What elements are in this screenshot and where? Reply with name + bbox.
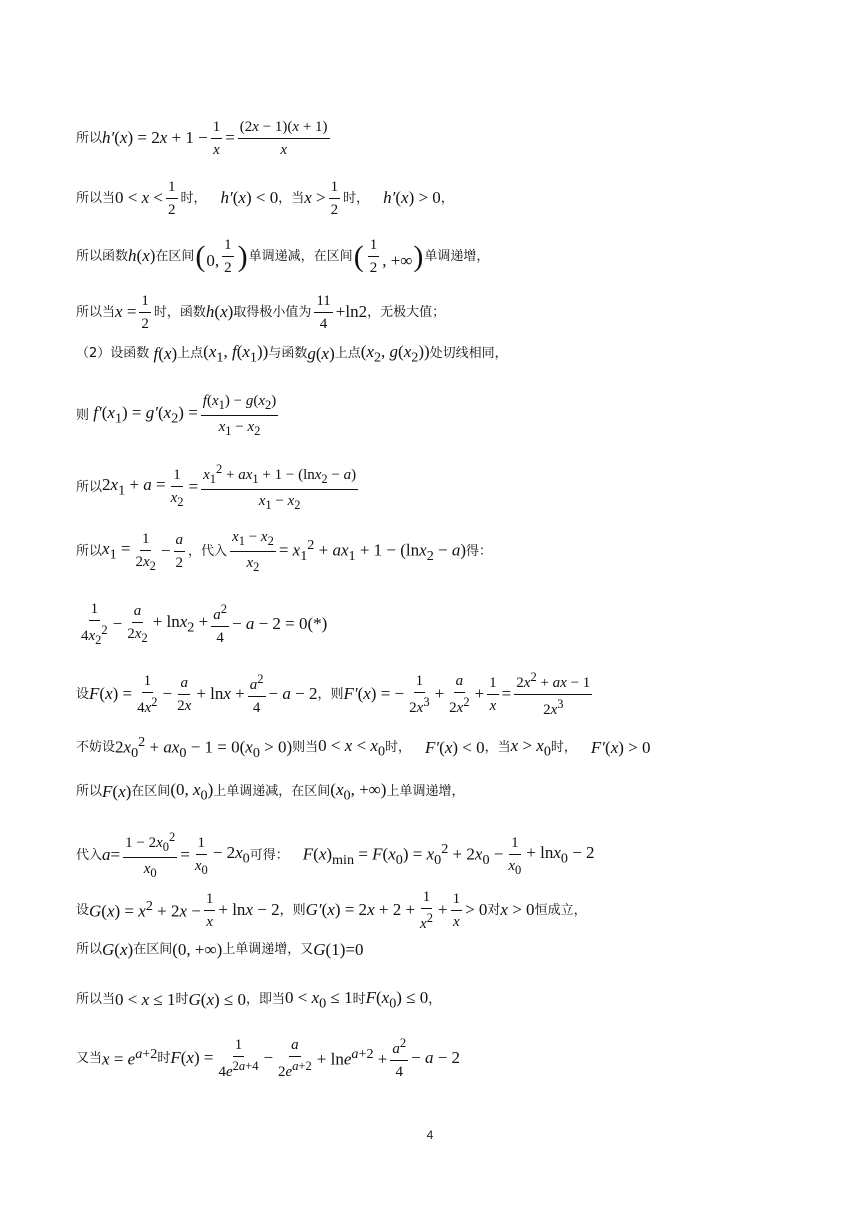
fraction: $\frac{a}{2x_2}$ bbox=[127, 603, 148, 645]
text: 所以当 bbox=[76, 304, 116, 320]
text: 所以 bbox=[76, 784, 103, 800]
fraction: $\frac{x_1^2 + ax_1 + 1 - (\ln x_2 - a)}{x_1 - x_2}$ bbox=[203, 462, 357, 512]
text: 又当 bbox=[76, 1050, 103, 1066]
line-11: 不妨设 $2x_0^2 + ax_0 - 1 = 0(x_0 > 0)$ 则当 $0 < x < x_0$ 时， F′(x) < 0 ，当 $x > x_0$ 时， F′(x) > 0 bbox=[76, 734, 651, 762]
fraction: $\frac{1}{2}$ bbox=[330, 179, 339, 218]
fraction: $\frac{1}{x}$ bbox=[212, 119, 221, 158]
text: ，则 bbox=[279, 902, 306, 918]
line-2: 所以当 0 < x < $\frac{1}{2}$ 时， h′(x) < 0 ，当 x > $\frac{1}{2}$ 时， h′(x) > 0 ， bbox=[76, 179, 454, 218]
text: 时， bbox=[180, 190, 207, 206]
text: 时， bbox=[343, 190, 370, 206]
text: 处切线相同， bbox=[429, 346, 508, 362]
fraction: $\frac{a^2}{4}$ bbox=[249, 672, 264, 716]
text: 对 bbox=[487, 902, 501, 918]
fraction: $\frac{1}{x_0}$ bbox=[194, 834, 208, 877]
line-16: 所以当 0 < x ≤ 1 时 G(x) ≤ 0 ，即当 $0 < x_0 \le 1$ 时 $F(x_0) \le 0$ ， bbox=[76, 988, 442, 1012]
text: 得： bbox=[466, 543, 493, 559]
text: ，当 bbox=[278, 190, 305, 206]
text: 上单调递增，又 bbox=[222, 942, 314, 958]
text: 上点 bbox=[177, 346, 204, 362]
fraction: $\frac{a^2}{4}$ bbox=[213, 601, 227, 646]
text: 设 bbox=[76, 686, 90, 702]
fraction: $\frac{1}{x}$ bbox=[489, 675, 497, 714]
line-14: 设 $G(x) = x^2 + 2x$ − $\frac{1}{x}$ + lnx − 2 ，则 G′(x) = 2x + 2 + $\frac{1}{x^2}$ + $\frac{1}{x}$ > 0 对 x > 0 恒成立， bbox=[76, 889, 587, 932]
text: ，无极大值； bbox=[367, 304, 446, 320]
fraction: $\frac{a}{2x^2}$ bbox=[449, 673, 470, 716]
line-3: 所以函数 h(x) 在区间 (0, $\frac{1}{2}$ ) 单调递减，在区间 ( $\frac{1}{2}$ , +∞) 单调递增， bbox=[76, 237, 490, 276]
text: 则当 bbox=[292, 740, 319, 756]
text: 设 bbox=[76, 902, 90, 918]
fraction: $\frac{1}{x}$ bbox=[205, 891, 214, 930]
line-10: 设 F(x) = $\frac{1}{4x^2}$ − $\frac{a}{2x}$ + lnx + $\frac{a^2}{4}$ − a − 2 ，则 F′(x) = − $\frac{1}{2x^3}$ + $\frac{a}{2x^2}$ + $\frac{1}{x}$ = $\frac{2x^2 + ax - 1}{2x^3}$ bbox=[76, 670, 591, 718]
text: 可得： bbox=[249, 847, 289, 863]
line-1: 所以 h′(x) = 2x + 1 − $\frac{1}{x}$ = $\frac{(2x - 1)(x + 1)}{x}$ bbox=[76, 119, 328, 158]
text: 上单调递增， bbox=[386, 784, 465, 800]
text: ，即当 bbox=[246, 992, 286, 1008]
text: ，代入 bbox=[188, 543, 228, 559]
line-9: $\frac{1}{4x_2^2}$ − $\frac{a}{2x_2}$ + lnx$_2$ + $\frac{a^2}{4}$ − a − 2 = 0(*) bbox=[81, 601, 328, 647]
text: 取得极小值为 bbox=[233, 304, 312, 320]
text: 所以 bbox=[76, 942, 103, 958]
line-7: 所以 $2x_1 + a$ = $\frac{1}{x_2}$ = $\frac{x_1^2 + ax_1 + 1 - (\ln x_2 - a)}{x_1 - x_2}$ bbox=[76, 462, 357, 512]
text: （2）设函数 bbox=[76, 346, 150, 362]
text: 所以 bbox=[76, 543, 103, 559]
text: 不妨设 bbox=[76, 740, 116, 756]
text: 则 bbox=[76, 407, 90, 423]
fraction: $\frac{x_1 - x_2}{x_2}$ bbox=[232, 529, 274, 574]
fraction: $\frac{1}{x}$ bbox=[452, 891, 461, 930]
text: 所以函数 bbox=[76, 248, 129, 264]
fraction: $\frac{a^2}{4}$ bbox=[392, 1036, 407, 1080]
text: 单调递减，在区间 bbox=[248, 248, 353, 264]
fraction: $\frac{1 - 2x_0^2}{x_0}$ bbox=[125, 830, 176, 880]
text: ， bbox=[428, 992, 442, 1008]
fraction: $\frac{a}{2}$ bbox=[175, 532, 183, 571]
text: 时 bbox=[157, 1050, 171, 1066]
text: 时，函数 bbox=[153, 304, 206, 320]
line-17: 又当 $x = e^{a+2}$ 时 F(x) = $\frac{1}{4e^{2a+4}}$ − $\frac{a}{2e^{a+2}}$ + lne$^{a+2}$ + $\frac{a^2}{4}$ − a − 2 bbox=[76, 1036, 461, 1080]
text: ，则 bbox=[317, 686, 344, 702]
fraction: $\frac{2x^2 + ax - 1}{2x^3}$ bbox=[516, 670, 591, 718]
text: 与函数 bbox=[268, 346, 308, 362]
text: 所以 bbox=[76, 130, 103, 146]
text: 恒成立， bbox=[534, 902, 587, 918]
text: ， bbox=[440, 190, 454, 206]
text: 在区间 bbox=[133, 942, 173, 958]
line-4: 所以当 x = $\frac{1}{2}$ 时，函数 h(x) 取得极小值为 $\frac{11}{4}$ +ln2 ，无极大值； bbox=[76, 293, 446, 332]
fraction: $\frac{1}{4e^{2a+4}}$ bbox=[218, 1037, 259, 1080]
line-15: 所以 G(x) 在区间 (0, +∞) 上单调递增，又 G(1)=0 bbox=[76, 940, 364, 959]
fraction: $\frac{a}{2e^{a+2}}$ bbox=[278, 1037, 312, 1080]
text: 所以当 bbox=[76, 190, 116, 206]
text: 时， bbox=[550, 740, 577, 756]
text: 时 bbox=[352, 992, 366, 1008]
text: 上单调递减，在区间 bbox=[213, 784, 331, 800]
fraction: $\frac{1}{2}$ bbox=[141, 293, 149, 332]
text: 所以 bbox=[76, 479, 103, 495]
fraction: $\frac{1}{2}$ bbox=[369, 237, 378, 276]
line-5: （2）设函数 f(x) 上点 ($x_1$, $f(x_1)$) 与函数 g(x) 上点 ($x_2$, $g(x_2)$) 处切线相同， bbox=[76, 342, 508, 366]
line-8: 所以 $x_1$ = $\frac{1}{2x_2}$ − $\frac{a}{2}$ ，代入 $\frac{x_1 - x_2}{x_2}$ = $x_1^2 + ax_1 + 1 - (\ln x_2 - a)$ 得： bbox=[76, 529, 493, 574]
text: 在区间 bbox=[131, 784, 171, 800]
fraction: $\frac{1}{2x^3}$ bbox=[409, 673, 430, 716]
text: 上点 bbox=[334, 346, 361, 362]
fraction: $\frac{1}{x^2}$ bbox=[420, 889, 433, 932]
fraction: $\frac{1}{2x_2}$ bbox=[135, 530, 156, 573]
fraction: $\frac{1}{x_2}$ bbox=[170, 466, 184, 509]
fraction: $\frac{(2x - 1)(x + 1)}{x}$ bbox=[239, 119, 328, 158]
line-12: 所以 F(x) 在区间 (0, $x_0$) 上单调递减，在区间 ($x_0$, +∞) 上单调递增， bbox=[76, 780, 465, 804]
fraction: $\frac{1}{2}$ bbox=[168, 179, 176, 218]
page-number: 4 bbox=[426, 1128, 434, 1142]
text: 在区间 bbox=[155, 248, 195, 264]
line-13: 代入 a= $\frac{1 - 2x_0^2}{x_0}$ = $\frac{1}{x_0}$ − $2x_0$ 可得： $F(x)_{min} = F(x_0) = x_0^2 + 2x_0$ − $\frac{1}{x_0}$ + lnx$_0$ − 2 bbox=[76, 830, 595, 880]
fraction: $\frac{11}{4}$ bbox=[316, 293, 331, 332]
fraction: $\frac{1}{x_0}$ bbox=[508, 834, 522, 877]
fraction: $\frac{1}{4x^2}$ bbox=[137, 673, 158, 716]
text: 单调递增， bbox=[424, 248, 490, 264]
text: 代入 bbox=[76, 847, 103, 863]
fraction: $\frac{1}{4x_2^2}$ bbox=[81, 601, 108, 647]
fraction: $\frac{1}{2}$ bbox=[224, 237, 232, 276]
equation: h′(x) = 2x + 1 − bbox=[102, 128, 208, 148]
text: ，当 bbox=[484, 740, 511, 756]
line-6: 则 $f'(x_1) = g'(x_2)$ = $\frac{f(x_1) - g(x_2)}{x_1 - x_2}$ bbox=[76, 393, 277, 438]
text: 时 bbox=[175, 992, 189, 1008]
text: 所以当 bbox=[76, 992, 116, 1008]
text: 时， bbox=[385, 740, 412, 756]
fraction: $\frac{f(x_1) - g(x_2)}{x_1 - x_2}$ bbox=[202, 393, 277, 438]
fraction: $\frac{a}{2x}$ bbox=[177, 675, 192, 714]
